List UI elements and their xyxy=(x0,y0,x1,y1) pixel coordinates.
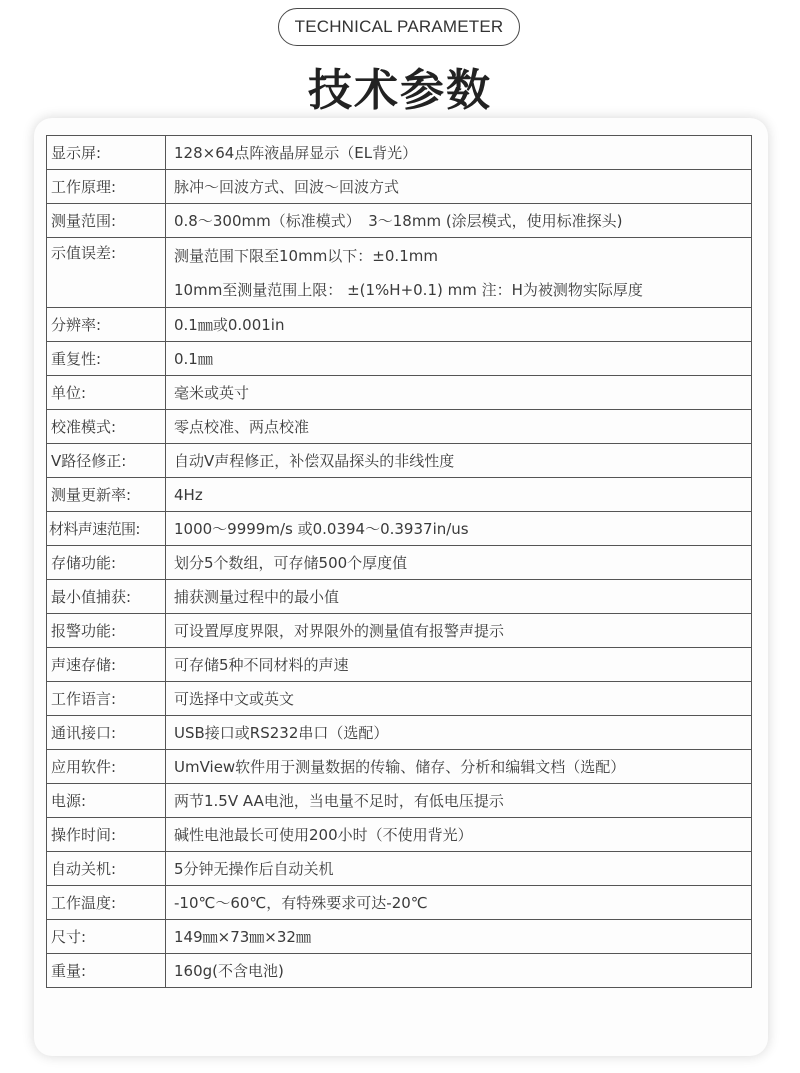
table-row xyxy=(47,444,752,478)
table-row xyxy=(47,716,752,750)
spec-value-line-2: 10mm至测量范围上限： ±(1%H+0.1) mm 注：H为被测物实际厚度 xyxy=(174,280,643,299)
spec-label: 单位: xyxy=(47,376,166,410)
table-row xyxy=(47,546,752,580)
spec-value: 128×64点阵液晶屏显示（EL背光） xyxy=(166,136,752,170)
spec-label: 应用软件: xyxy=(47,750,166,784)
spec-value: 划分5个数组，可存储500个厚度值 xyxy=(166,546,752,580)
table-row xyxy=(47,136,752,170)
spec-label: 显示屏: xyxy=(47,136,166,170)
spec-value: 0.1㎜或0.001in xyxy=(166,308,752,342)
spec-value: 可选择中文或英文 xyxy=(166,682,752,716)
table-row xyxy=(47,818,752,852)
spec-value: 可存储5种不同材料的声速 xyxy=(166,648,752,682)
table-row xyxy=(47,342,752,376)
spec-label: 电源: xyxy=(47,784,166,818)
spec-label: 最小值捕获: xyxy=(47,580,166,614)
spec-label: 通讯接口: xyxy=(47,716,166,750)
spec-label: 存储功能: xyxy=(47,546,166,580)
spec-value: 149㎜×73㎜×32㎜ xyxy=(166,920,752,954)
spec-value: 脉冲～回波方式、回波～回波方式 xyxy=(166,170,752,204)
table-row xyxy=(47,308,752,342)
spec-label: 声速存储: xyxy=(47,648,166,682)
spec-label: 报警功能: xyxy=(47,614,166,648)
table-row xyxy=(47,170,752,204)
table-row xyxy=(47,204,752,238)
table-row xyxy=(47,886,752,920)
spec-label: V路径修正: xyxy=(47,444,166,478)
spec-label: 工作语言: xyxy=(47,682,166,716)
spec-label: 自动关机: xyxy=(47,852,166,886)
spec-label: 材料声速范围: xyxy=(47,512,166,546)
table-row xyxy=(47,750,752,784)
spec-label: 测量范围: xyxy=(47,204,166,238)
spec-value: UmView软件用于测量数据的传输、储存、分析和编辑文档（选配） xyxy=(166,750,752,784)
spec-label: 重复性: xyxy=(47,342,166,376)
table-row xyxy=(47,954,752,988)
spec-value-line-1: 测量范围下限至10mm以下：±0.1mm xyxy=(174,246,438,265)
spec-label: 校准模式: xyxy=(47,410,166,444)
spec-value: 自动V声程修正，补偿双晶探头的非线性度 xyxy=(166,444,752,478)
spec-label: 分辨率: xyxy=(47,308,166,342)
spec-label: 工作原理: xyxy=(47,170,166,204)
table-row xyxy=(47,682,752,716)
table-row xyxy=(47,580,752,614)
spec-value: 两节1.5V AA电池，当电量不足时，有低电压提示 xyxy=(166,784,752,818)
table-row xyxy=(47,478,752,512)
table-row xyxy=(47,512,752,546)
table-row xyxy=(47,784,752,818)
spec-label: 工作温度: xyxy=(47,886,166,920)
spec-value: 1000～9999m/s 或0.0394～0.3937in/us xyxy=(166,512,752,546)
table-row xyxy=(47,648,752,682)
spec-value: 捕获测量过程中的最小值 xyxy=(166,580,752,614)
section-subtitle-badge: TECHNICAL PARAMETER xyxy=(278,8,520,46)
spec-value: 零点校准、两点校准 xyxy=(166,410,752,444)
spec-value: 可设置厚度界限，对界限外的测量值有报警声提示 xyxy=(166,614,752,648)
table-row xyxy=(47,410,752,444)
spec-value xyxy=(166,238,752,308)
table-row xyxy=(47,376,752,410)
spec-value: 0.8～300mm（标准模式） 3～18mm (涂层模式，使用标准探头) xyxy=(166,204,752,238)
table-row xyxy=(47,614,752,648)
table-row xyxy=(47,852,752,886)
spec-value: 0.1㎜ xyxy=(166,342,752,376)
table-row xyxy=(47,238,752,308)
page-title: 技术参数 xyxy=(308,65,492,116)
spec-table xyxy=(46,135,752,988)
spec-label: 示值误差: xyxy=(47,238,166,308)
spec-value: 4Hz xyxy=(166,478,752,512)
spec-label: 重量: xyxy=(47,954,166,988)
spec-value: 毫米或英寸 xyxy=(166,376,752,410)
spec-value: -10℃～60℃，有特殊要求可达-20℃ xyxy=(166,886,752,920)
table-row xyxy=(47,920,752,954)
spec-label: 尺寸: xyxy=(47,920,166,954)
spec-value: 碱性电池最长可使用200小时（不使用背光） xyxy=(166,818,752,852)
spec-label: 操作时间: xyxy=(47,818,166,852)
spec-value: 5分钟无操作后自动关机 xyxy=(166,852,752,886)
spec-value: USB接口或RS232串口（选配） xyxy=(166,716,752,750)
spec-label: 测量更新率: xyxy=(47,478,166,512)
spec-value: 160g(不含电池) xyxy=(166,954,752,988)
